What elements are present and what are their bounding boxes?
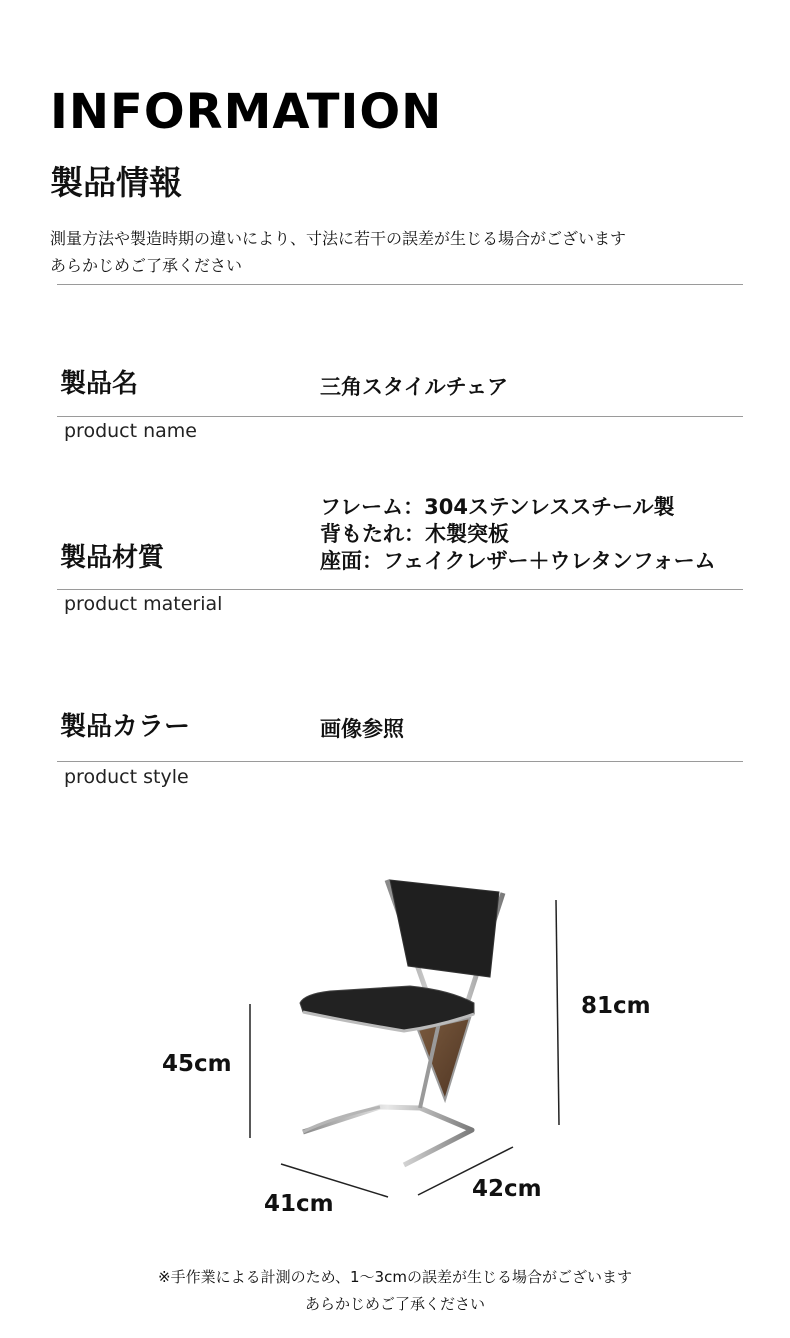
spec-english-material: product material xyxy=(64,593,223,615)
height-dimension-label: 81cm xyxy=(581,993,651,1019)
spec-label-color: 製品カラー xyxy=(60,712,191,742)
seat-height-dimension-label: 45cm xyxy=(162,1051,232,1077)
measurement-note-line1: 測量方法や製造時期の違いにより、寸法に若干の誤差が生じる場合がございます xyxy=(50,229,627,248)
spec-label-material: 製品材質 xyxy=(60,543,165,573)
depth-dimension-label: 42cm xyxy=(472,1176,542,1202)
spec-english-color: product style xyxy=(64,766,189,788)
footer-note-line2: あらかじめご了承ください xyxy=(304,1295,485,1313)
spec-value-material-seat: 座面：フェイクレザー＋ウレタンフォーム xyxy=(320,549,716,573)
spec-value-material-back: 背もたれ：木製突板 xyxy=(320,522,509,546)
spec-value-material-frame: フレーム：304ステンレススチール製 xyxy=(320,495,675,519)
measurement-note-line2: あらかじめご了承ください xyxy=(50,256,243,275)
page-title: INFORMATION xyxy=(50,84,443,140)
page-subtitle: 製品情報 xyxy=(50,163,182,202)
spec-label-name: 製品名 xyxy=(60,369,139,399)
spec-value-color: 画像参照 xyxy=(320,717,404,741)
footer-note-line1: ※手作業による計測のため、1～3cmの誤差が生じる場合がございます xyxy=(158,1268,632,1286)
chair-backrest xyxy=(390,880,499,977)
spec-value-name: 三角スタイルチェア xyxy=(320,375,508,399)
height-dimension-line xyxy=(556,900,559,1125)
width-dimension-label: 41cm xyxy=(264,1191,334,1217)
spec-english-name: product name xyxy=(64,420,197,442)
